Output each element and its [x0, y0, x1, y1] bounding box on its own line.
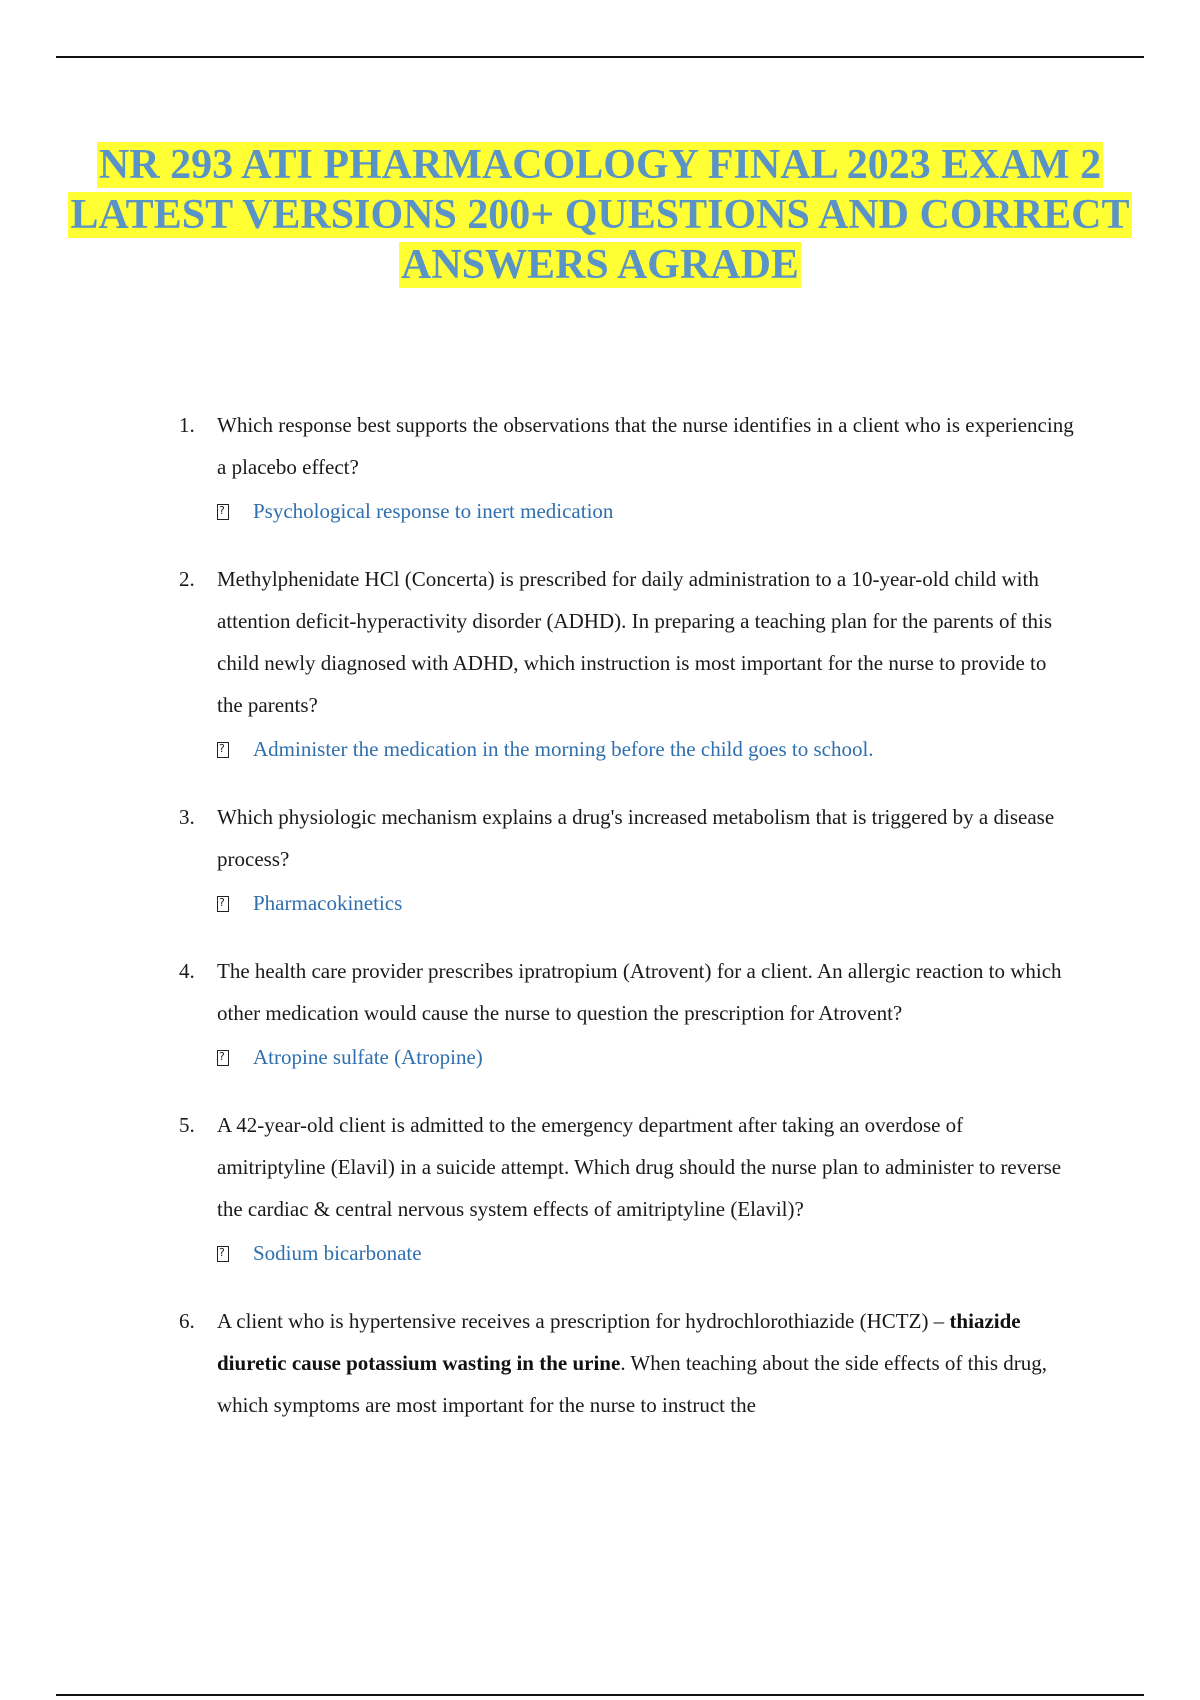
- question-text: Which response best supports the observations that the nurse identifies in a client who is experiencing a placebo effect?: [217, 413, 1074, 479]
- question-number: 5.: [179, 1113, 195, 1137]
- question-item-6: [176, 1300, 1076, 1426]
- question-text-end: . When teaching about the side effects of this drug, which symptoms are most important for the nurse to instruct the: [217, 1351, 1047, 1417]
- question-text: A 42-year-old client is admitted to the emergency department after taking an overdose of amitriptyline (Elavil) in a suicide attempt. Which drug should the nurse plan to administer to reverse the cardiac & central nervous system effects of amitriptyline (Elavil)?: [217, 1113, 1062, 1221]
- question-text: The health care provider prescribes ipratropium (Atrovent) for a client. An allergic reaction to which other medication would cause the nurse to question the prescription for Atrovent?: [217, 959, 1062, 1025]
- answer-item: [217, 1232, 1076, 1274]
- title-line-2: LATEST VERSIONS 200+ QUESTIONS AND CORRECT: [70, 192, 1130, 238]
- missing-glyph-bullet-icon: [217, 504, 229, 520]
- answer-text: Psychological response to inert medication: [253, 499, 614, 523]
- missing-glyph-bullet-icon: [217, 742, 229, 758]
- question-item-2: [176, 558, 1076, 770]
- missing-glyph-bullet-icon: [217, 896, 229, 912]
- question-number: 2.: [179, 567, 195, 591]
- missing-glyph-bullet-icon: [217, 1050, 229, 1066]
- answer-text: Sodium bicarbonate: [253, 1241, 422, 1265]
- question-number: 6.: [179, 1309, 195, 1333]
- question-number: 1.: [179, 413, 195, 437]
- answer-text: Atropine sulfate (Atropine): [253, 1045, 483, 1069]
- question-number: 3.: [179, 805, 195, 829]
- question-text-start: A client who is hypertensive receives a prescription for hydrochlorothiazide (HCTZ) –: [217, 1309, 945, 1333]
- question-item-4: [176, 950, 1076, 1078]
- answer-item: [217, 1036, 1076, 1078]
- answer-text: Administer the medication in the morning before the child goes to school.: [253, 737, 874, 761]
- missing-glyph-bullet-icon: [217, 1246, 229, 1262]
- question-text: Which physiologic mechanism explains a drug's increased metabolism that is triggered by a disease process?: [217, 805, 1055, 871]
- answer-item: [217, 882, 1076, 924]
- bottom-rule: [56, 1694, 1144, 1696]
- answer-item: [217, 728, 1076, 770]
- question-list: [176, 404, 1076, 1452]
- title-line-3: ANSWERS AGRADE: [401, 242, 799, 288]
- answer-item: [217, 490, 1076, 532]
- document-title: [40, 140, 1160, 290]
- question-text: [217, 1300, 1076, 1426]
- top-rule: [56, 56, 1144, 58]
- question-item-5: [176, 1104, 1076, 1274]
- question-item-3: [176, 796, 1076, 924]
- title-line-1: NR 293 ATI PHARMACOLOGY FINAL 2023 EXAM 2: [98, 142, 1102, 188]
- question-item-1: [176, 404, 1076, 532]
- question-text: Methylphenidate HCl (Concerta) is prescribed for daily administration to a 10-year-old child with attention deficit-hyperactivity disorder (ADHD). In preparing a teaching plan for the parents of this child newly diagnosed with ADHD, which instruction is most important for the nurse to provide to the parents?: [217, 567, 1053, 717]
- question-text-emphasis: thiazide diuretic cause potassium wasting in the urine: [217, 1309, 1021, 1375]
- answer-text: Pharmacokinetics: [253, 891, 403, 915]
- question-number: 4.: [179, 959, 195, 983]
